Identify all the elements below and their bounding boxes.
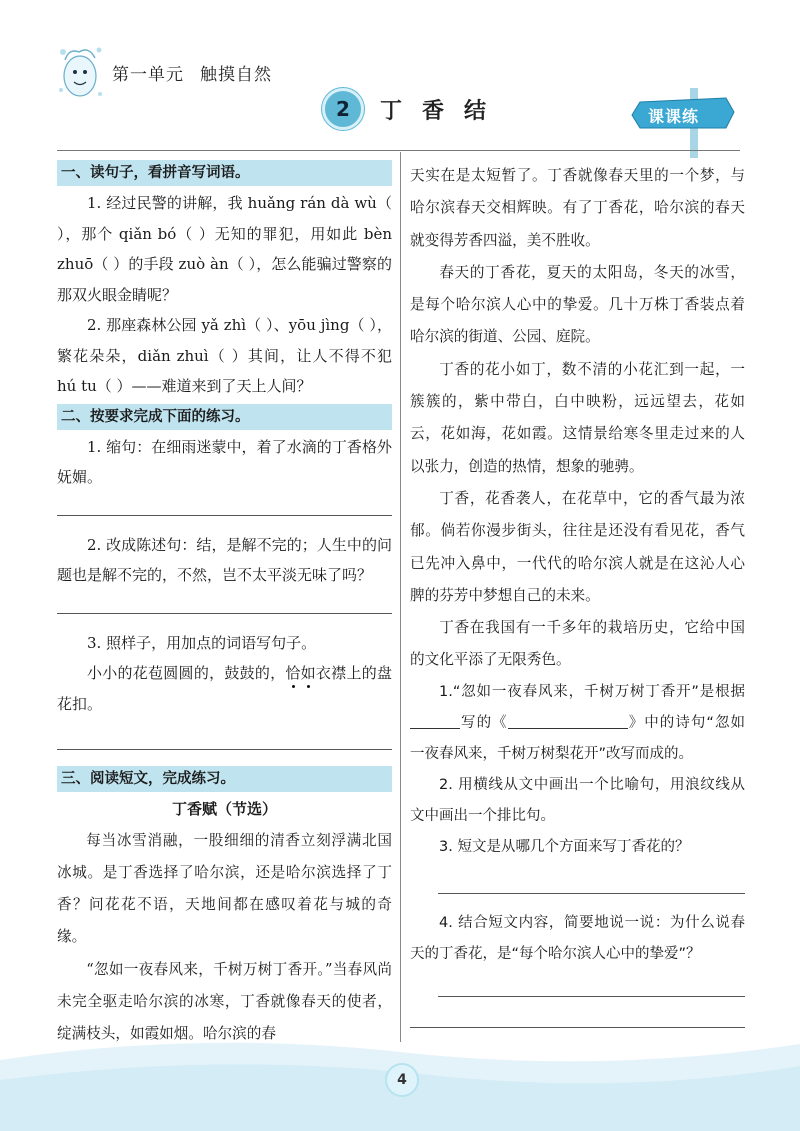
passage-paragraph: 丁香，花香袭人，在花草中，它的香气最为浓郁。倘若你漫步街头，往往是还没有看见花，香气已先冲入鼻中，一代代的哈尔滨人就是在这沁人心脾的芬芳中梦想自己的未来。 [410,489,745,604]
passage-paragraph: 每当冰雪消融，一股细细的清香立刻浮满北国冰城。是丁香选择了哈尔滨，还是哈尔滨选择了丁香？问花花不语，天地间都在感叹着花与城的奇缘。 [57,831,392,946]
answer-line[interactable] [57,499,392,516]
dotted-char: 恰 [285,664,301,682]
practice-tag-label: 课课练 [648,107,700,126]
left-column [57,158,392,1051]
passage-paragraph-continued: 天实在是太短暂了。丁香就像春天里的一个梦，与哈尔滨春天交相辉映。有了丁香花，哈尔滨的春天就变得芳香四溢，美不胜收。 [410,167,745,249]
lesson-title: 丁香结 [380,98,507,124]
section-2-question-2: 2. 改成陈述句：结，是解不完的；人生中的问题也是解不完的，不然，岂不太平淡无味了吗？ [57,535,392,584]
section-3-question-1 [410,677,745,770]
unit-theme: 触摸自然 [200,65,272,85]
mascot-illustration [55,42,105,104]
section-3-heading: 三、阅读短文，完成练习。 [57,766,392,792]
question-text: 》中的诗句“忽如一夜春风来，千树万树梨花开”改写而成的。 [410,714,746,762]
right-column [410,160,745,1042]
section-1-question-1: 1. 经过民警的讲解，我 huǎng rán dà wù（ ），那个 qiǎn bó（ ）无知的罪犯，用如此 bèn zhuō（ ）的手段 zuò àn（ ），怎么能骗过警察的那双火眼金睛呢？ [57,194,392,304]
question-text: 1.“忽如一夜春风来，千树万树丁香开”是根据 [439,683,745,700]
answer-line[interactable] [57,733,392,750]
answer-line[interactable] [57,597,392,614]
example-text-after: 衣襟上的盘花扣。 [57,664,392,713]
unit-label: 第一单元 [112,65,184,85]
example-text-before: 小小的花苞圆圆的，鼓鼓的， [87,664,286,682]
section-3-question-3: 3. 短文是从哪几个方面来写丁香花的？ [439,838,690,855]
section-2-heading: 二、按要求完成下面的练习。 [57,404,392,430]
dotted-char: 如 [300,664,316,682]
question-text: 写的《 [460,714,508,731]
column-divider [400,152,401,1042]
fill-blank[interactable] [508,712,628,729]
section-3-question-2: 2. 用横线从文中画出一个比喻句，用浪纹线从文中画出一个排比句。 [410,776,745,824]
header-rule [57,150,740,151]
passage-paragraph: 丁香在我国有一千多年的栽培历史，它给中国的文化平添了无限秀色。 [410,619,745,669]
section-2-question-3: 3. 照样子，用加点的词语写句子。 [87,633,317,652]
lesson-number-badge: 2 [322,88,364,130]
section-1-question-2: 2. 那座森林公园 yǎ zhì（ ）、yōu jìng（ ），繁花朵朵，diǎn zhuì（ ）其间，让人不得不犯 hú tu（ ）——难道来到了天上人间？ [57,316,392,395]
page-number: 4 [385,1063,419,1097]
answer-line[interactable] [438,877,745,894]
section-2-example [57,658,392,719]
section-3-question-4: 4. 结合短文内容，简要地说一说：为什么说春天的丁香花，是“每个哈尔滨人心中的挚爱”？ [410,914,745,962]
section-2-question-1: 1. 缩句：在细雨迷蒙中，着了水滴的丁香格外妩媚。 [57,437,392,486]
passage-paragraph: 丁香的花小如丁，数不清的小花汇到一起，一簇簇的，紫中带白，白中映粉，远远望去，花如云，花如海，花如霞。这情景给寒冬里走过来的人以张力，创造的热情，想象的驰骋。 [410,360,745,475]
passage-paragraph: 春天的丁香花，夏天的太阳岛，冬天的冰雪，是每个哈尔滨人心中的挚爱。几十万株丁香装点着哈尔滨的街道、公园、庭院。 [410,263,745,346]
answer-line[interactable] [438,980,745,997]
answer-line[interactable] [410,1011,745,1028]
fill-blank[interactable] [410,712,460,729]
passage-title: 丁香赋（节选） [171,800,277,818]
unit-title [112,60,288,85]
section-1-heading: 一、读句子，看拼音写词语。 [57,160,392,186]
passage-paragraph: “忽如一夜春风来，千树万树丁香开。”当春风尚未完全驱走哈尔滨的冰寒，丁香就像春天的使者，绽满枝头，如霞如烟。哈尔滨的春 [57,960,392,1043]
lesson-heading [322,88,506,130]
